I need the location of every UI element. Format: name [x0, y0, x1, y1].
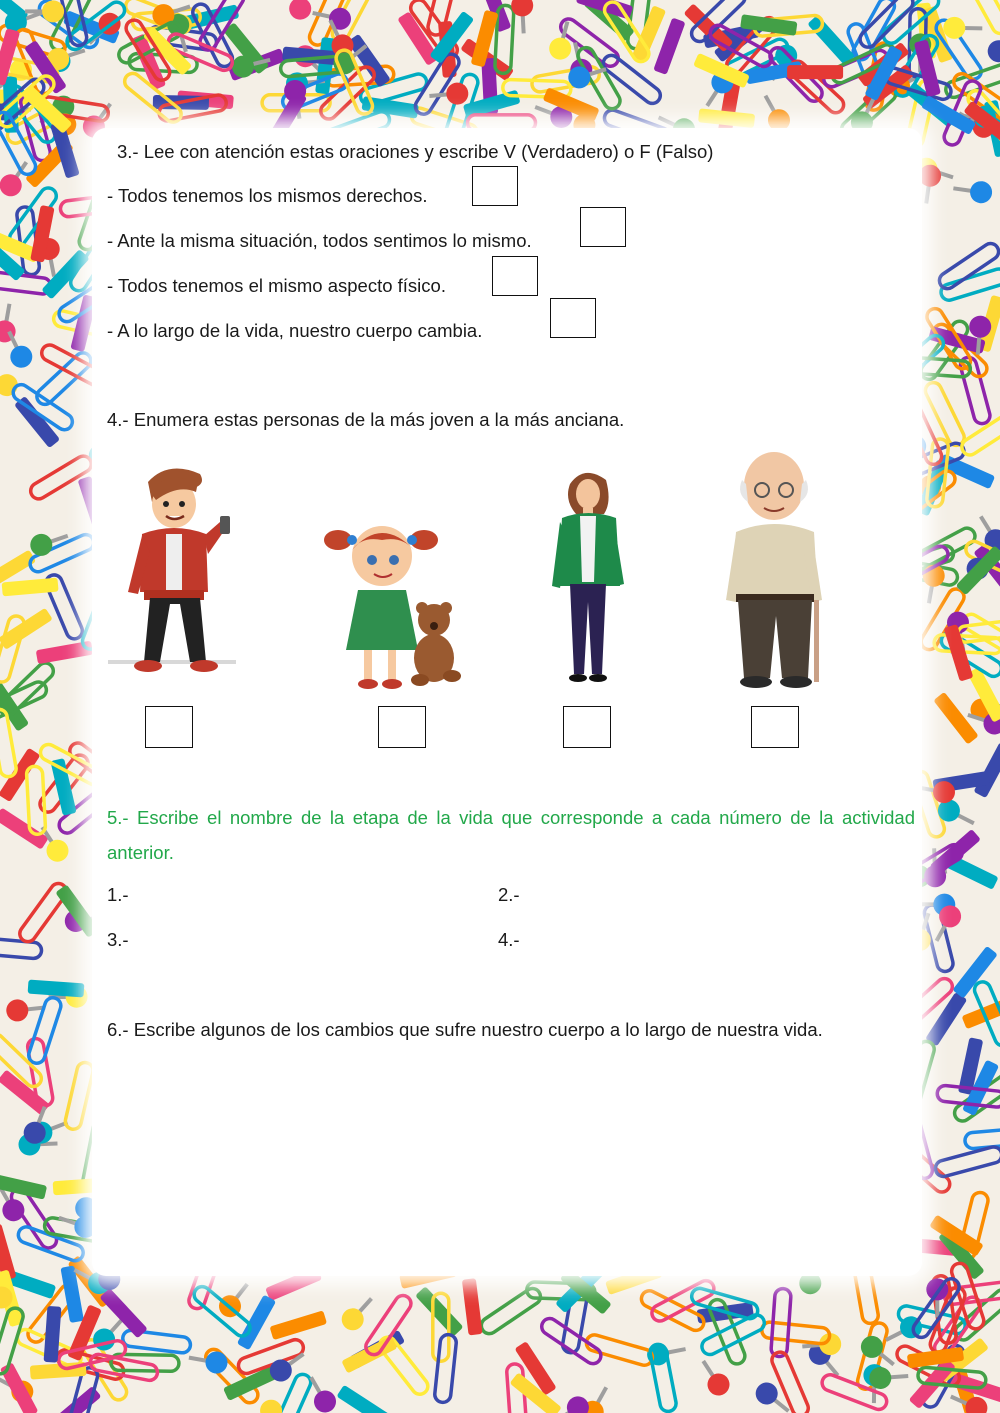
- statement-3: - Todos tenemos el mismo aspecto físico.: [107, 275, 446, 296]
- stage-label-3: 3.-: [107, 929, 129, 950]
- stage-label-1: 1.-: [107, 884, 129, 905]
- answer-box-2[interactable]: [580, 207, 626, 247]
- question-3-title: 3.- Lee con atención estas oraciones y escribe V (Verdadero) o F (Falso): [117, 141, 714, 162]
- answer-box-4[interactable]: [550, 298, 596, 338]
- stage-label-2: 2.-: [498, 884, 520, 905]
- order-box-woman[interactable]: [563, 706, 611, 748]
- stage-label-4: 4.-: [498, 929, 520, 950]
- question-5-title: 5.- Escribe el nombre de la etapa de la vida que corresponde a cada número de la actividad anterior.: [107, 807, 915, 863]
- answer-box-1[interactable]: [472, 166, 518, 206]
- question-6-title: 6.- Escribe algunos de los cambios que sufre nuestro cuerpo a lo largo de nuestra vida.: [107, 1019, 823, 1040]
- answer-box-3[interactable]: [492, 256, 538, 296]
- elderly-man-illustration: [722, 450, 832, 692]
- adult-woman-illustration: [548, 466, 638, 688]
- worksheet-area: [92, 128, 922, 1276]
- statement-4: - A lo largo de la vida, nuestro cuerpo cambia.: [107, 320, 483, 341]
- order-box-teen[interactable]: [145, 706, 193, 748]
- little-girl-illustration: [322, 518, 467, 693]
- statement-1: - Todos tenemos los mismos derechos.: [107, 185, 428, 206]
- teen-boy-illustration: [108, 462, 238, 692]
- order-box-elderly[interactable]: [751, 706, 799, 748]
- order-box-girl[interactable]: [378, 706, 426, 748]
- statement-2: - Ante la misma situación, todos sentimos lo mismo.: [107, 230, 532, 251]
- question-4-title: 4.- Enumera estas personas de la más joven a la más anciana.: [107, 409, 625, 430]
